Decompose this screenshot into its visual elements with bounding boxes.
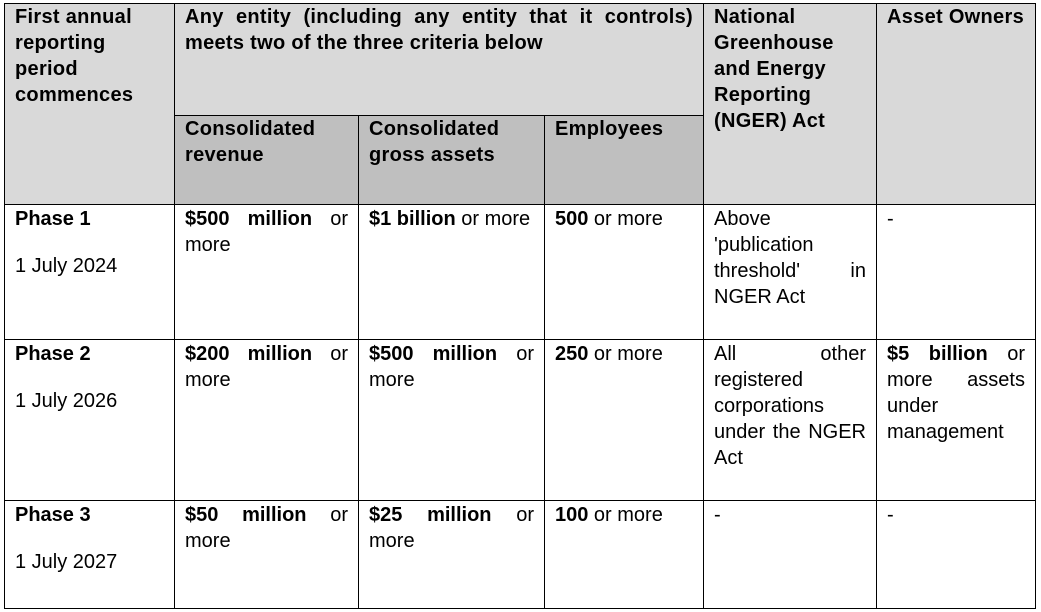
employees-value: 250: [555, 343, 589, 365]
revenue-cell: [175, 205, 359, 340]
assets-cell: [359, 205, 545, 340]
asset-owners-cell: [877, 501, 1036, 609]
employees-value: 500: [555, 208, 589, 230]
nger-text: Above 'publication threshold' in NGER Act: [714, 208, 866, 308]
employees-suffix: or more: [588, 504, 663, 526]
revenue-cell: [175, 340, 359, 501]
header-asset-owners: Asset Owners: [877, 4, 1036, 205]
phase-date: 1 July 2027: [15, 551, 118, 573]
assets-cell: [359, 501, 545, 609]
revenue-suffix: or more: [185, 343, 348, 391]
header-employees: Employees: [545, 116, 704, 205]
revenue-value: $500 million: [185, 208, 313, 230]
header-nger: National Greenhouse and Energy Reporting (NGER) Act: [704, 4, 877, 205]
table-row: [5, 501, 1036, 609]
nger-text: -: [714, 504, 721, 526]
header-row: [5, 4, 1036, 116]
phase-label: Phase 3: [15, 504, 91, 526]
employees-cell: [545, 340, 704, 501]
assets-suffix: or more: [455, 208, 531, 230]
asset-owners-text: or more assets under management: [887, 343, 1025, 443]
header-criteria: [175, 4, 704, 116]
header-revenue: Consolidated revenue: [175, 116, 359, 205]
phase-cell: [5, 340, 175, 501]
revenue-suffix: or more: [185, 504, 348, 552]
employees-cell: [545, 501, 704, 609]
phase-label: Phase 2: [15, 343, 91, 365]
header-gross-assets: Consolidated gross assets: [359, 116, 545, 205]
header-criteria-text: Any entity (including any entity that it controls) meets two of the three criteria below: [185, 6, 693, 54]
nger-cell: [704, 501, 877, 609]
revenue-suffix: or more: [185, 208, 348, 256]
assets-value: $1 billion: [369, 208, 456, 230]
revenue-value: $200 million: [185, 343, 313, 365]
phase-date: 1 July 2024: [15, 255, 118, 277]
revenue-value: $50 million: [185, 504, 307, 526]
phase-cell: [5, 205, 175, 340]
assets-cell: [359, 340, 545, 501]
header-first-period: First annual reporting period commences: [5, 4, 175, 205]
employees-cell: [545, 205, 704, 340]
asset-owners-text: -: [887, 504, 894, 526]
assets-suffix: or more: [369, 343, 534, 391]
asset-owners-value: $5 billion: [887, 343, 988, 365]
assets-value: $500 million: [369, 343, 498, 365]
assets-value: $25 million: [369, 504, 492, 526]
employees-suffix: or more: [588, 343, 663, 365]
employees-suffix: or more: [588, 208, 663, 230]
table-row: [5, 205, 1036, 340]
asset-owners-cell: [877, 340, 1036, 501]
asset-owners-cell: [877, 205, 1036, 340]
asset-owners-text: -: [887, 208, 894, 230]
nger-text: All other registered corporations under the NGER Act: [714, 343, 866, 469]
phase-date: 1 July 2026: [15, 390, 118, 412]
phase-label: Phase 1: [15, 208, 91, 230]
nger-cell: [704, 340, 877, 501]
table-row: [5, 340, 1036, 501]
nger-cell: [704, 205, 877, 340]
revenue-cell: [175, 501, 359, 609]
reporting-phases-table: [4, 3, 1036, 609]
phase-cell: [5, 501, 175, 609]
assets-suffix: or more: [369, 504, 534, 552]
employees-value: 100: [555, 504, 589, 526]
